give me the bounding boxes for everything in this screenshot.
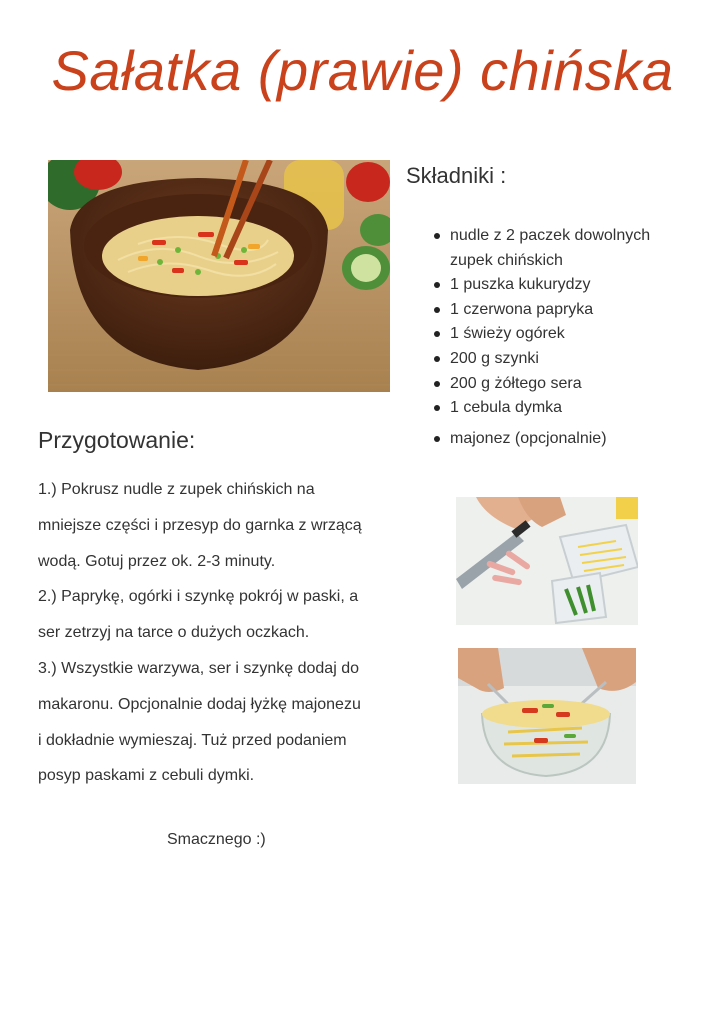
list-item: 1 puszka kukurydzy — [430, 273, 690, 298]
list-item: majonez (opcjonalnie) — [430, 427, 690, 452]
list-item: 1 czerwona papryka — [430, 298, 690, 323]
preparation-line: makaronu. Opcjonalnie dodaj łyżkę majonezu — [38, 695, 361, 713]
preparation-line: i dokładnie wymieszaj. Tuż przed podaniem — [38, 731, 347, 749]
preparation-line: mniejsze części i przesyp do garnka z wrzącą — [38, 516, 362, 534]
preparation-line: posyp paskami z cebuli dymki. — [38, 767, 255, 785]
list-item: 200 g żółtego sera — [430, 372, 690, 397]
list-item: 200 g szynki — [430, 347, 690, 372]
cutting-ham-photo — [456, 497, 638, 625]
list-item: 1 świeży ogórek — [430, 322, 690, 347]
list-item: 1 cebula dymka — [430, 396, 690, 421]
preparation-line: 2.) Paprykę, ogórki i szynkę pokrój w paski, a — [38, 588, 359, 606]
preparation-text — [38, 472, 398, 794]
preparation-line: 1.) Pokrusz nudle z zupek chińskich na — [38, 481, 315, 498]
closing-text: Smacznego :) — [167, 831, 266, 848]
preparation-line: ser zetrzyj na tarce o dużych oczkach. — [38, 624, 310, 642]
ingredients-heading: Składniki : — [406, 163, 507, 188]
salad-bowl-photo — [48, 160, 390, 392]
preparation-line: wodą. Gotuj przez ok. 2-3 minuty. — [38, 552, 276, 570]
page-title: Sałatka (prawie) chińska — [51, 39, 674, 102]
list-item: nudle z 2 paczek dowolnych zupek chińskich — [430, 224, 690, 273]
preparation-heading: Przygotowanie: — [38, 427, 196, 453]
preparation-line: 3.) Wszystkie warzywa, ser i szynkę dodaj do — [38, 659, 359, 677]
mixing-salad-photo — [458, 648, 636, 784]
ingredients-list — [430, 224, 690, 451]
